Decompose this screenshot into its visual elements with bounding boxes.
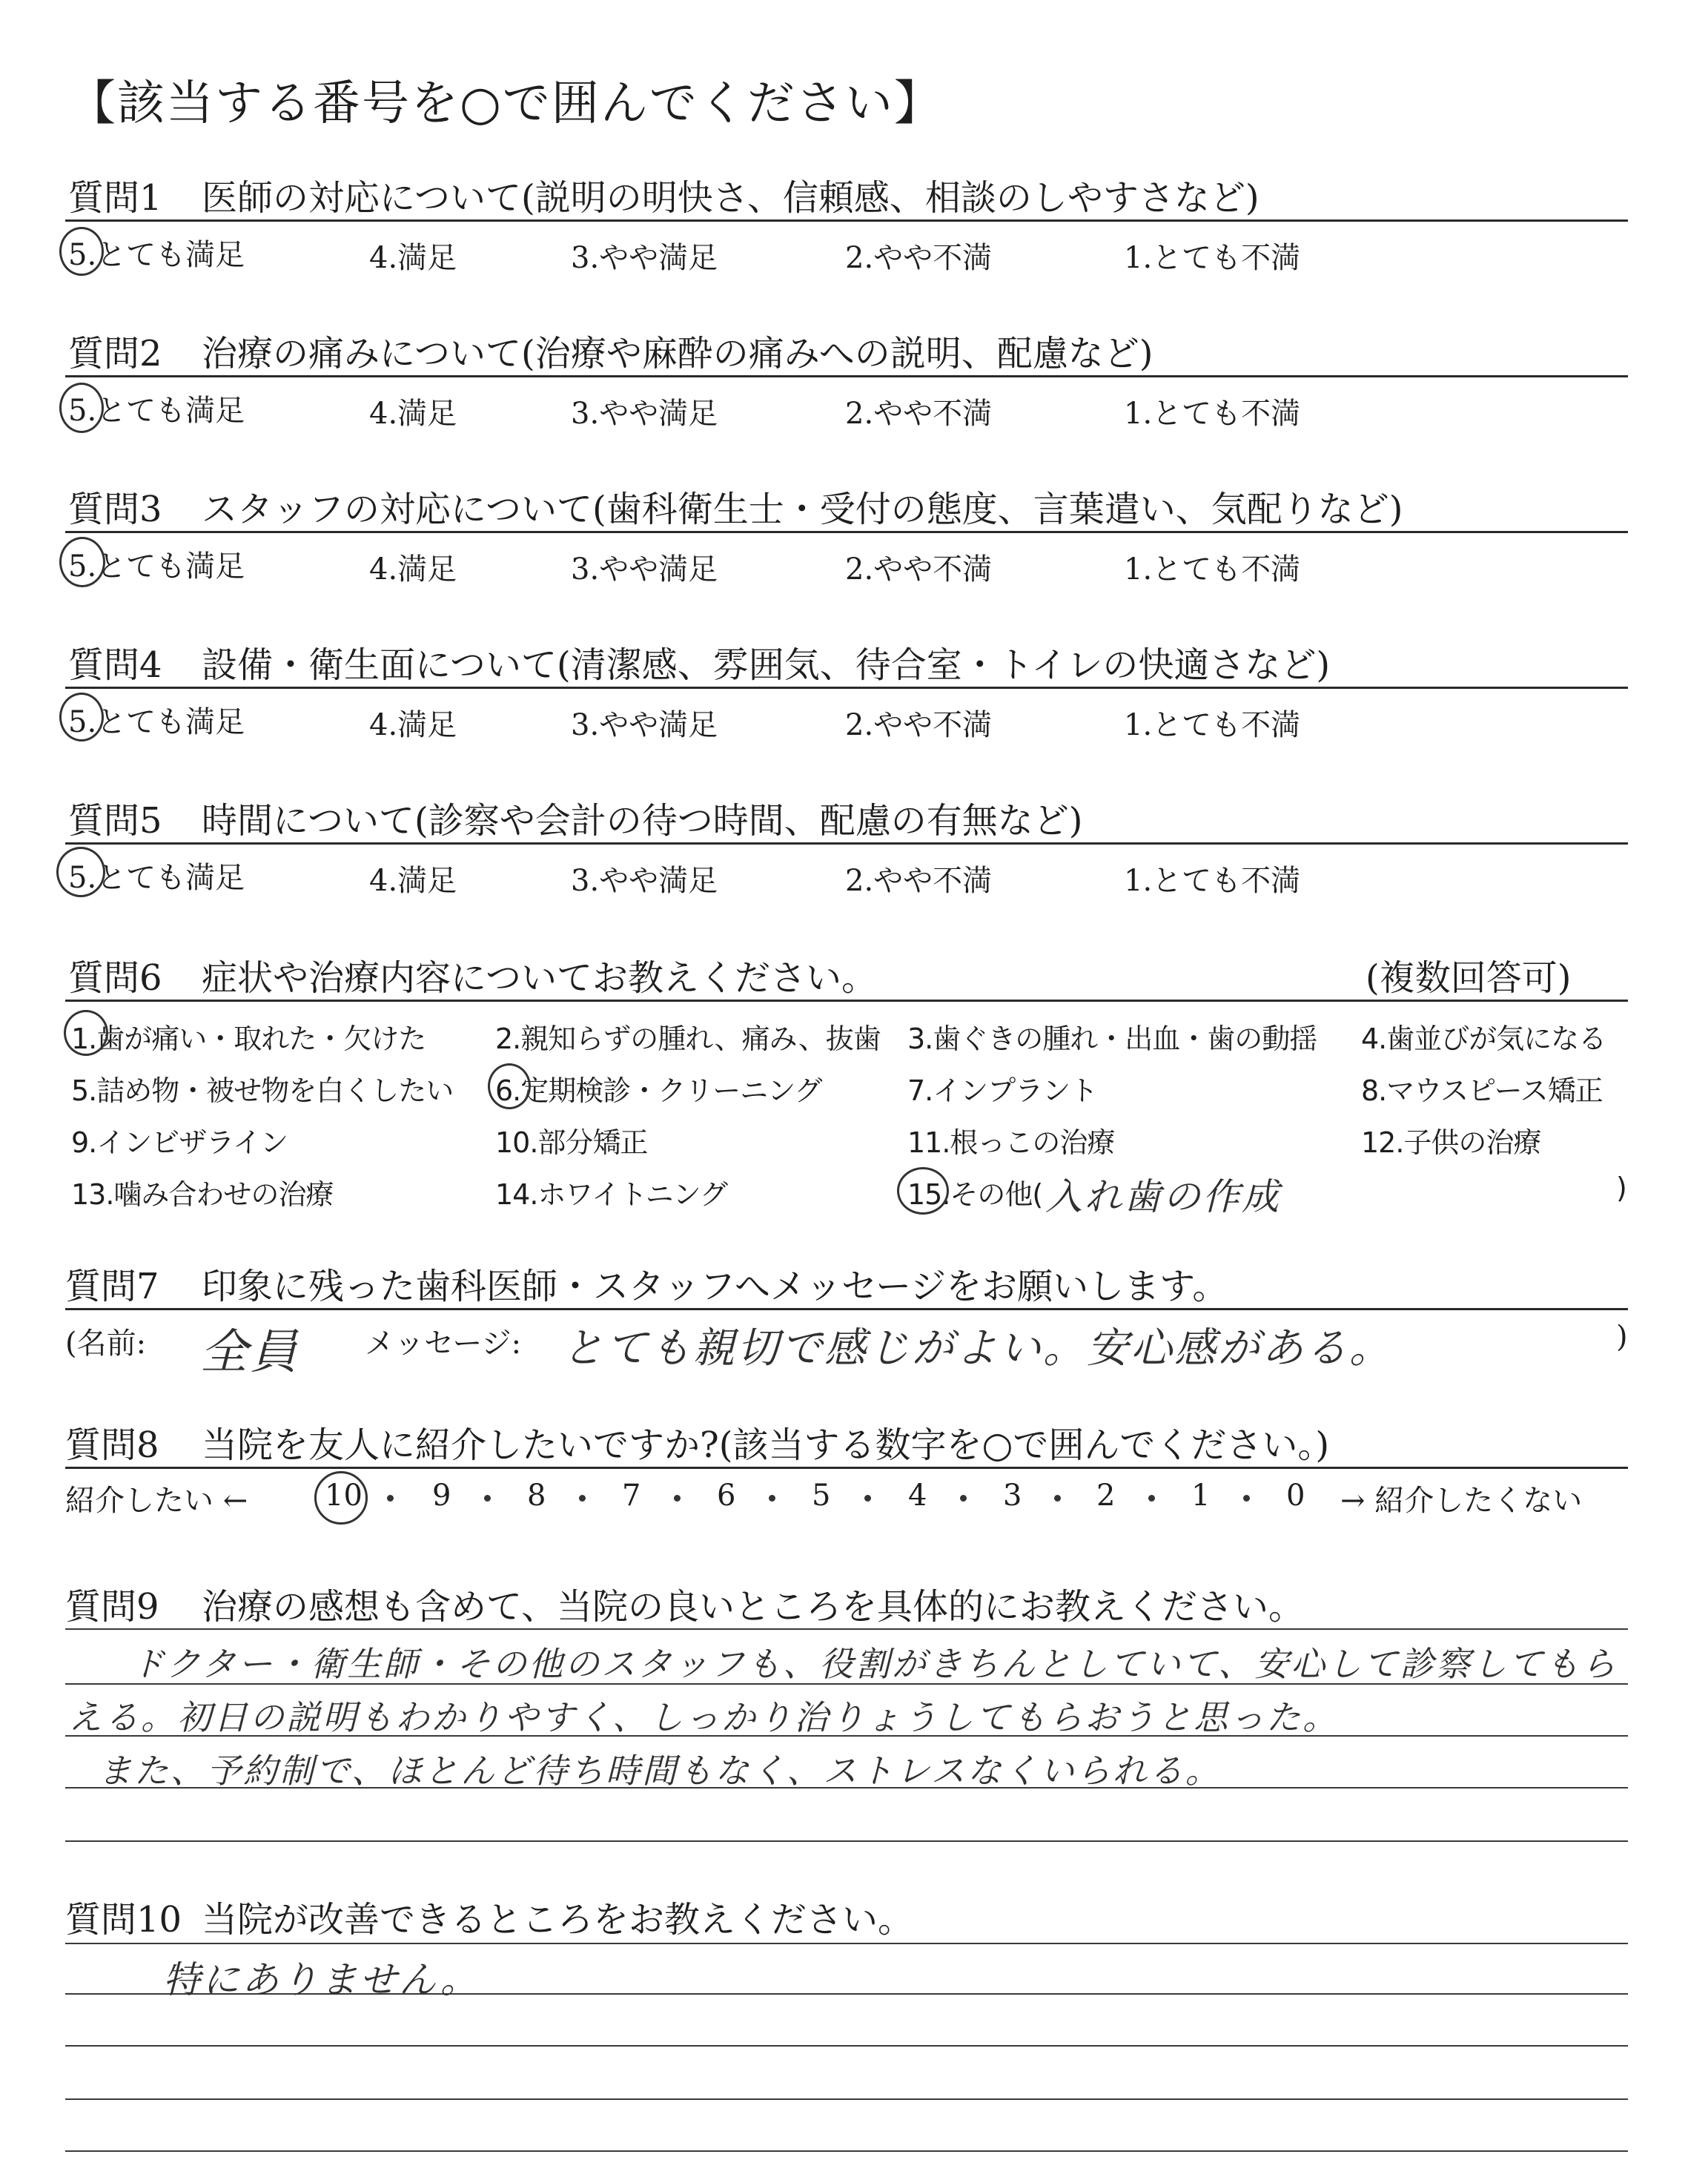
scale-value-10[interactable]: 10 — [325, 1479, 363, 1513]
scale-separator-dot — [769, 1495, 775, 1502]
recommend-right-label: → 紹介したくない — [1340, 1484, 1583, 1518]
question-8-text: 当院を友人に紹介したいですか?(該当する数字を○で囲んでください。) — [202, 1424, 1330, 1466]
divider — [65, 687, 1628, 689]
q6-option-3[interactable]: 3.歯ぐきの腫れ・出血・歯の動揺 — [907, 1023, 1317, 1055]
q6-option-13[interactable]: 13.噛み合わせの治療 — [71, 1178, 334, 1211]
question-5-label: 質問5 — [68, 800, 162, 842]
scale-separator-dot — [1054, 1495, 1061, 1502]
selection-circle — [897, 1167, 949, 1215]
q1-option-4[interactable]: 4.満足 — [369, 241, 457, 275]
q5-option-1[interactable]: 1.とても不満 — [1124, 864, 1301, 898]
question-10-text: 当院が改善できるところをお教えください。 — [202, 1899, 914, 1941]
q6-option-4[interactable]: 4.歯並びが気になる — [1361, 1023, 1606, 1055]
scale-value-2[interactable]: 2 — [1096, 1479, 1116, 1513]
page-title: 【該当する番号を○で囲んでください】 — [68, 76, 943, 131]
question-6-text: 症状や治療内容についてお教えください。 — [202, 957, 878, 999]
scale-separator-dot — [960, 1495, 967, 1502]
q1-option-5[interactable]: 5.とても満足 — [68, 238, 245, 272]
selection-circle — [314, 1471, 368, 1525]
question-9-label: 質問9 — [65, 1586, 159, 1628]
scale-value-1[interactable]: 1 — [1191, 1479, 1211, 1513]
q6-option-5[interactable]: 5.詰め物・被せ物を白くしたい — [71, 1074, 454, 1107]
q2-option-3[interactable]: 3.やや満足 — [571, 397, 718, 431]
question-6-label: 質問6 — [68, 957, 162, 999]
scale-value-6[interactable]: 6 — [717, 1479, 736, 1513]
q6-option-8[interactable]: 8.マウスピース矯正 — [1361, 1074, 1603, 1107]
recommend-left-label: 紹介したい ← — [65, 1484, 248, 1518]
q2-option-1[interactable]: 1.とても不満 — [1124, 397, 1301, 431]
selection-circle — [488, 1063, 531, 1109]
selection-circle — [56, 847, 105, 897]
q3-option-2[interactable]: 2.やや不満 — [845, 552, 993, 587]
writing-line — [65, 1943, 1628, 1944]
question-4-text: 設備・衛生面について(清潔感、雰囲気、待合室・トイレの快適さなど) — [202, 644, 1331, 686]
scale-separator-dot — [387, 1495, 394, 1502]
question-3-label: 質問3 — [68, 489, 162, 530]
scale-separator-dot — [484, 1495, 491, 1502]
scale-value-7[interactable]: 7 — [622, 1479, 641, 1513]
q5-option-2[interactable]: 2.やや不満 — [845, 864, 993, 898]
message-value[interactable]: とても親切で感じがよい。安心感がある。 — [562, 1324, 1393, 1373]
writing-line — [65, 1628, 1628, 1630]
q1-option-1[interactable]: 1.とても不満 — [1124, 241, 1301, 275]
q3-option-4[interactable]: 4.満足 — [369, 552, 457, 587]
q4-option-1[interactable]: 1.とても不満 — [1124, 708, 1301, 742]
selection-circle — [59, 693, 104, 742]
q6-option-11[interactable]: 11.根っこの治療 — [907, 1126, 1115, 1159]
divider — [65, 375, 1628, 377]
scale-value-0[interactable]: 0 — [1286, 1479, 1305, 1513]
question-5-text: 時間について(診察や会計の待つ時間、配慮の有無など) — [202, 800, 1083, 842]
multiple-answer-note: (複数回答可) — [1366, 957, 1572, 999]
q1-option-3[interactable]: 3.やや満足 — [571, 241, 718, 275]
q4-option-2[interactable]: 2.やや不満 — [845, 708, 993, 742]
q3-option-5[interactable]: 5.とても満足 — [68, 549, 245, 584]
q6-option-6[interactable]: 6.定期検診・クリーニング — [495, 1074, 822, 1107]
scale-value-4[interactable]: 4 — [908, 1479, 927, 1513]
scale-value-9[interactable]: 9 — [432, 1479, 451, 1513]
scale-value-8[interactable]: 8 — [527, 1479, 546, 1513]
scale-separator-dot — [1243, 1495, 1250, 1502]
name-value[interactable]: 全員 — [200, 1325, 299, 1380]
question-2-text: 治療の痛みについて(治療や麻酔の痛みへの説明、配慮など) — [202, 333, 1153, 374]
question-9-text: 治療の感想も含めて、当院の良いところを具体的にお教えください。 — [202, 1586, 1305, 1628]
divider — [65, 1467, 1628, 1469]
question-4-label: 質問4 — [68, 644, 162, 686]
q6-option-9[interactable]: 9.インビザライン — [71, 1126, 288, 1159]
message-label: メッセージ: — [365, 1327, 522, 1361]
q5-option-5[interactable]: 5.とても満足 — [68, 861, 245, 895]
q3-option-1[interactable]: 1.とても不満 — [1124, 552, 1301, 587]
writing-line — [65, 1840, 1628, 1842]
q6-option-10[interactable]: 10.部分矯正 — [495, 1126, 648, 1159]
q6-option-1[interactable]: 1.歯が痛い・取れた・欠けた — [71, 1023, 426, 1055]
q6-other-answer[interactable]: 入れ歯の作成 — [1045, 1175, 1281, 1218]
q2-option-5[interactable]: 5.とても満足 — [68, 394, 245, 428]
divider — [65, 842, 1628, 845]
writing-line — [65, 2150, 1628, 2152]
question-3-text: スタッフの対応について(歯科衛生士・受付の態度、言葉遣い、気配りなど) — [202, 489, 1403, 530]
question-10-label: 質問10 — [65, 1899, 182, 1941]
scale-separator-dot — [864, 1495, 871, 1502]
divider — [65, 1308, 1628, 1310]
question-2-label: 質問2 — [68, 333, 162, 374]
scale-value-5[interactable]: 5 — [812, 1479, 831, 1513]
q10-answer[interactable]: 特にありません。 — [163, 1958, 480, 2001]
name-label: (名前: — [65, 1327, 147, 1361]
q3-option-3[interactable]: 3.やや満足 — [571, 552, 718, 587]
scale-separator-dot — [579, 1495, 586, 1502]
question-7-text: 印象に残った歯科医師・スタッフへメッセージをお願いします。 — [202, 1266, 1228, 1307]
q5-option-4[interactable]: 4.満足 — [369, 864, 457, 898]
question-1-label: 質問1 — [68, 177, 162, 219]
scale-value-3[interactable]: 3 — [1003, 1479, 1022, 1513]
scale-separator-dot — [1148, 1495, 1155, 1502]
q4-option-4[interactable]: 4.満足 — [369, 708, 457, 742]
question-1-text: 医師の対応について(説明の明快さ、信頼感、相談のしやすさなど) — [202, 177, 1260, 219]
q6-option-7[interactable]: 7.インプラント — [907, 1074, 1098, 1107]
q9-answer-line-2[interactable]: える。初日の説明もわかりやすく、しっかり治りょうしてもらおうと思った。 — [68, 1697, 1340, 1737]
question-8-label: 質問8 — [65, 1424, 159, 1466]
writing-line — [65, 2098, 1628, 2100]
q5-option-3[interactable]: 3.やや満足 — [571, 864, 718, 898]
q2-option-4[interactable]: 4.満足 — [369, 397, 457, 431]
q2-option-2[interactable]: 2.やや不満 — [845, 397, 993, 431]
q9-answer-line-3[interactable]: また、予約制で、ほとんど待ち時間もなく、ストレスなくいられる。 — [98, 1751, 1222, 1791]
selection-circle — [59, 383, 104, 433]
q6-option-12[interactable]: 12.子供の治療 — [1361, 1126, 1541, 1159]
q9-answer-line-1[interactable]: ドクター・衛生師・その他のスタッフも、役割がきちんとしていて、安心して診察してもら — [130, 1644, 1618, 1684]
scale-separator-dot — [674, 1495, 681, 1502]
selection-circle — [59, 537, 105, 587]
q6-option-2[interactable]: 2.親知らずの腫れ、痛み、抜歯 — [495, 1023, 881, 1055]
question-7-label: 質問7 — [65, 1266, 159, 1307]
q6-option-15[interactable]: 15.その他( — [907, 1178, 1043, 1211]
selection-circle — [59, 227, 104, 276]
writing-line — [65, 2045, 1628, 2047]
divider — [65, 219, 1628, 222]
q6-other-close-paren: ) — [1616, 1172, 1626, 1204]
message-close-paren: ) — [1616, 1320, 1628, 1354]
divider — [65, 1000, 1628, 1002]
q6-option-14[interactable]: 14.ホワイトニング — [495, 1178, 728, 1211]
divider — [65, 531, 1628, 533]
q1-option-2[interactable]: 2.やや不満 — [845, 241, 993, 275]
q4-option-5[interactable]: 5.とても満足 — [68, 705, 245, 739]
selection-circle — [64, 1010, 108, 1056]
q4-option-3[interactable]: 3.やや満足 — [571, 708, 718, 742]
